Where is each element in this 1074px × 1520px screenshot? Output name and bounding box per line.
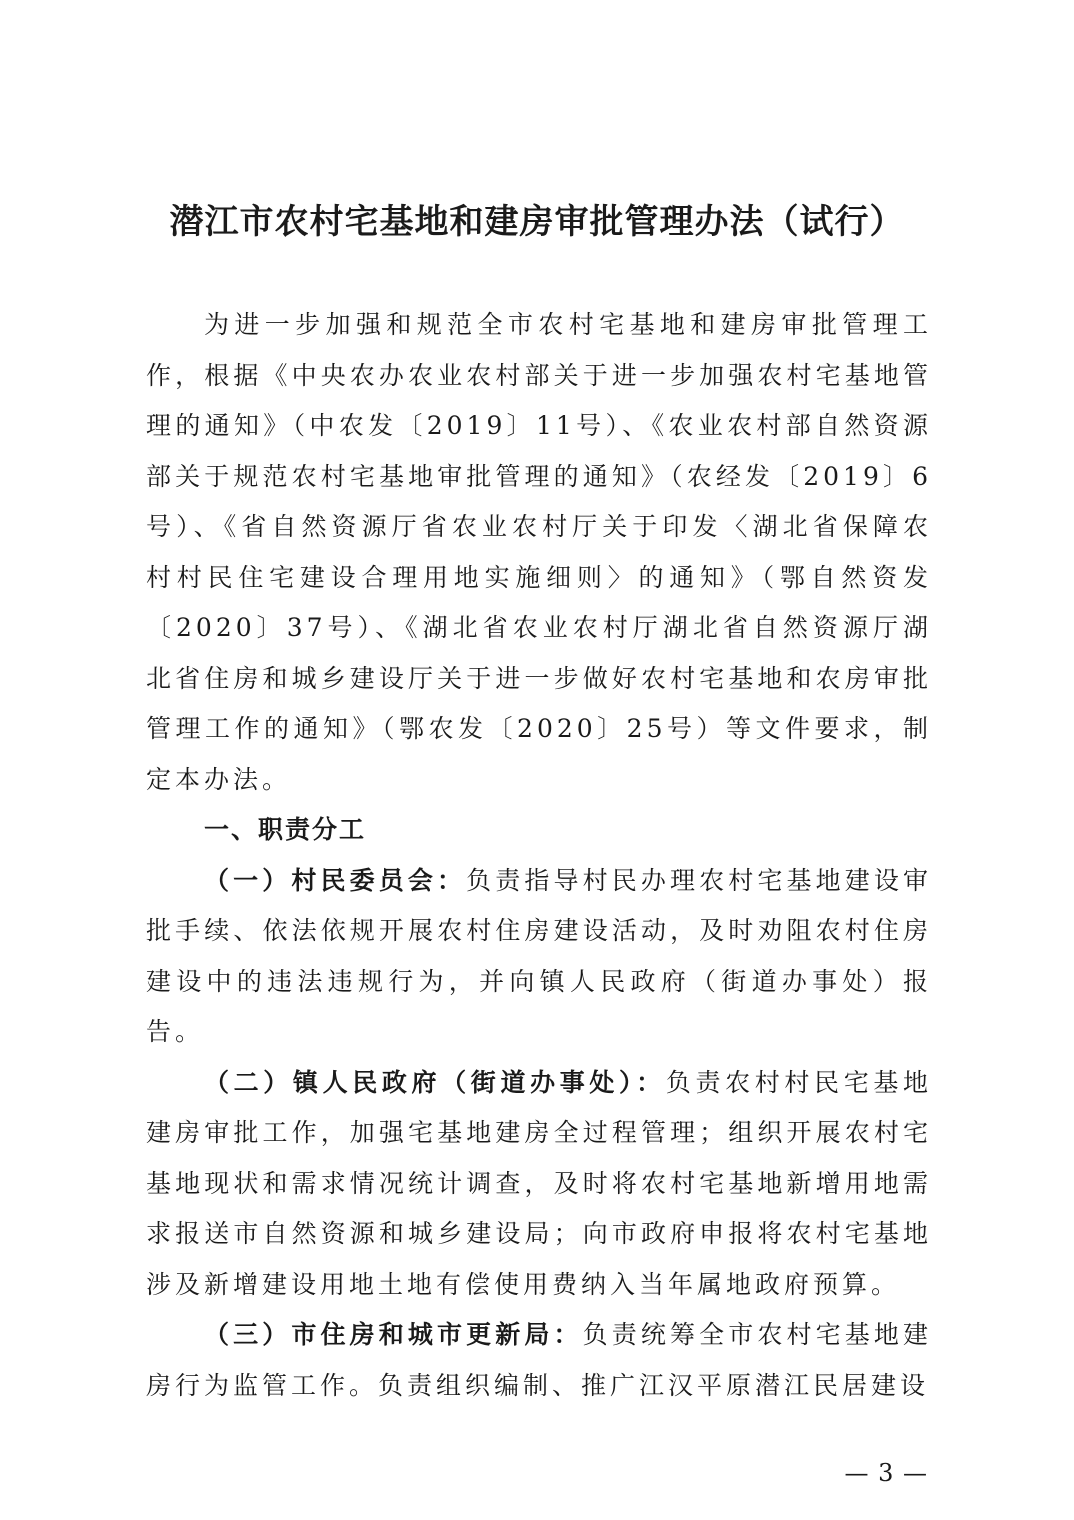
item-housing-bureau bbox=[146, 1310, 932, 1411]
item-text: 负责统筹全市农村宅基地建房行为监管工作。负责组织编制、推广江汉平原潜江民居建设 bbox=[146, 1320, 932, 1400]
item-label: （三）市住房和城市更新局： bbox=[204, 1320, 583, 1349]
intro-paragraph: 为进一步加强和规范全市农村宅基地和建房审批管理工作，根据《中央农办农业农村部关于进一步加强农村宅基地管理的通知》（中农发〔2019〕11号）、《农业农村部自然资源部关于规范农村宅基地审批管理的通知》（农经发〔2019〕6号）、《省自然资源厅省农业农村厅关于印发〈湖北省保障农村村民住宅建设合理用地实施细则〉的通知》（鄂自然资发〔2020〕37号）、《湖北省农业农村厅湖北省自然资源厅湖北省住房和城乡建设厅关于进一步做好农村宅基地和农房审批管理工作的通知》（鄂农发〔2020〕25号）等文件要求，制定本办法。 bbox=[146, 310, 932, 794]
item-text: 负责指导村民办理农村宅基地建设审批手续、依法依规开展农村住房建设活动，及时劝阻农村住房建设中的违法违规行为，并向镇人民政府（街道办事处）报告。 bbox=[146, 865, 932, 1046]
item-town-government bbox=[146, 1058, 932, 1311]
item-label: （二）镇人民政府（街道办事处）： bbox=[204, 1067, 666, 1097]
item-text: 负责农村村民宅基地建房审批工作，加强宅基地建房全过程管理；组织开展农村宅基地现状和需求情况统计调查，及时将农村宅基地新增用地需求报送市自然资源和城乡建设局；向市政府申报将农村宅基地涉及新增建设用地土地有偿使用费纳入当年属地政府预算。 bbox=[146, 1067, 932, 1299]
document-body bbox=[146, 300, 932, 1411]
item-label: （一）村民委员会： bbox=[204, 865, 467, 895]
item-village-committee bbox=[146, 856, 932, 1058]
section-heading-responsibilities: 一、职责分工 bbox=[204, 815, 367, 844]
page-number: — 3 — bbox=[844, 1459, 928, 1487]
document-title: 潜江市农村宅基地和建房审批管理办法（试行） bbox=[169, 202, 905, 242]
